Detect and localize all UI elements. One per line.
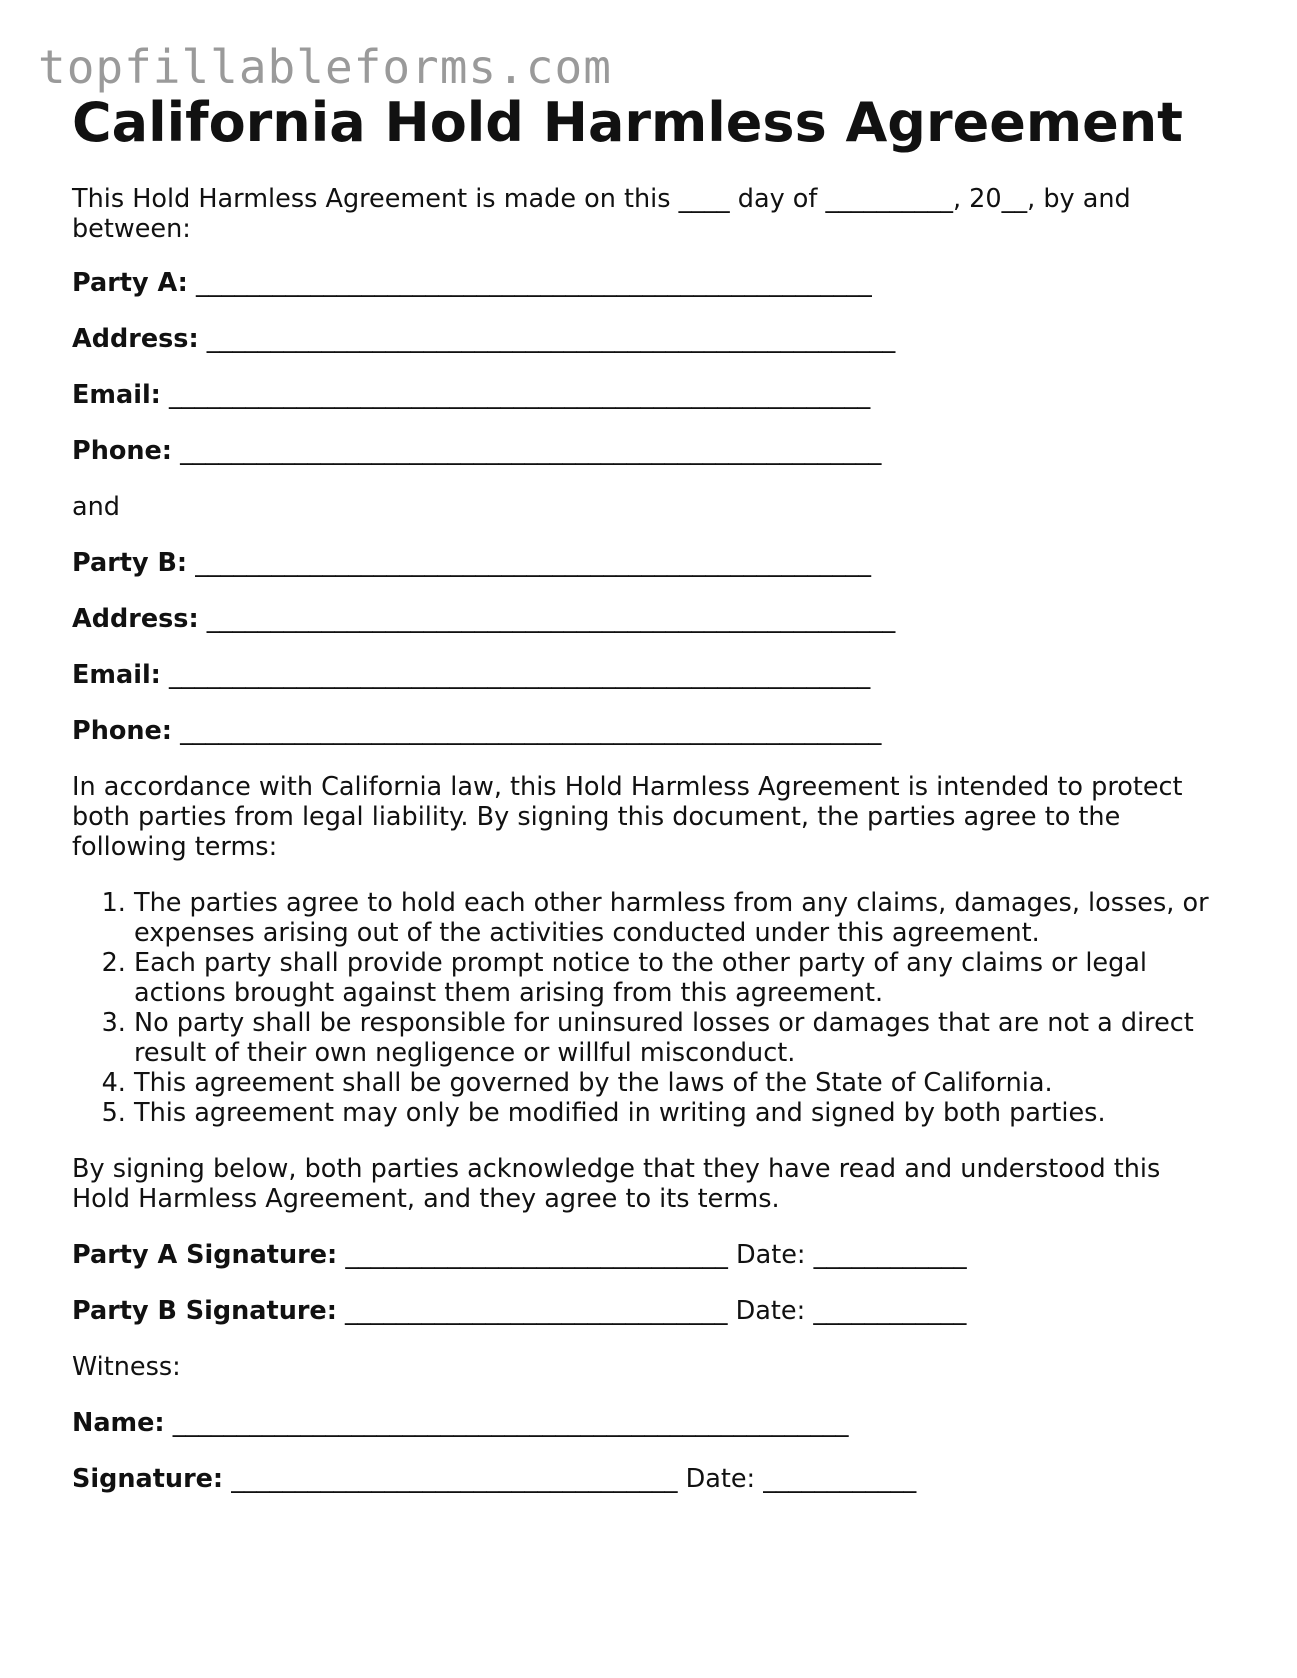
party-b-email-row[interactable] [72,660,1222,690]
party-b-date-field[interactable]: ____________ [813,1296,967,1326]
party-a-signature-field[interactable]: ______________________________ [345,1240,728,1270]
witness-signature-row[interactable] [72,1464,1222,1494]
party-b-phone-field[interactable]: _______________________________________________________ [180,716,882,746]
witness-date-field[interactable]: ____________ [763,1464,917,1494]
party-a-email-row[interactable] [72,380,1222,410]
witness-signature-field[interactable]: ___________________________________ [231,1464,678,1494]
party-a-address-label: Address: [72,324,199,354]
party-b-address-field[interactable]: ______________________________________________________ [206,604,896,634]
party-a-signature-label: Party A Signature: [72,1240,338,1270]
witness-name-row[interactable] [72,1408,1222,1438]
party-a-phone-label: Phone: [72,436,173,466]
party-b-phone-row[interactable] [72,716,1222,746]
term-item: 1. The parties agree to hold each other harmless from any claims, damages, losses, or expenses arising out of the activities conducted under this agreement. [134,888,1222,948]
party-b-phone-label: Phone: [72,716,173,746]
party-b-signature-label: Party B Signature: [72,1296,337,1326]
party-b-email-label: Email: [72,660,161,690]
document-title: California Hold Harmless Agreement [72,91,1183,154]
party-a-date-label: Date: [735,1240,806,1270]
party-a-phone-field[interactable]: _______________________________________________________ [180,436,882,466]
party-a-phone-row[interactable] [72,436,1222,466]
party-a-name-row[interactable] [72,268,1222,298]
party-b-name-row[interactable] [72,548,1222,578]
party-b-name-field[interactable]: _____________________________________________________ [195,548,871,578]
term-item: 3. No party shall be responsible for uninsured losses or damages that are not a direct result of their own negligence or willful misconduct. [134,1008,1222,1068]
party-b-name-label: Party B: [72,548,188,578]
party-a-name-field[interactable]: _____________________________________________________ [196,268,872,298]
party-b-address-label: Address: [72,604,199,634]
party-a-date-field[interactable]: ____________ [813,1240,967,1270]
acknowledgement-paragraph: By signing below, both parties acknowledge that they have read and understood this Hold Harmless Agreement, and they agree to its terms. [72,1154,1161,1214]
party-a-signature-row[interactable] [72,1240,1222,1270]
term-item: 5. This agreement may only be modified in writing and signed by both parties. [134,1098,1222,1128]
party-b-signature-row[interactable] [72,1296,1222,1326]
party-b-signature-field[interactable]: ______________________________ [345,1296,728,1326]
term-item: 2. Each party shall provide prompt notice to the other party of any claims or legal actions brought against them arising from this agreement. [134,948,1222,1008]
intro-paragraph: This Hold Harmless Agreement is made on this ____ day of __________, 20__, by and between: [72,184,1131,244]
and-text: and [72,492,120,522]
watermark: topfillableforms.com [38,40,612,94]
party-a-email-label: Email: [72,380,161,410]
term-item: 4. This agreement shall be governed by the laws of the State of California. [134,1068,1222,1098]
law-paragraph: In accordance with California law, this Hold Harmless Agreement is intended to protect both parties from legal liability. By signing this document, the parties agree to the following terms: [72,772,1183,862]
witness-heading: Witness: [72,1352,181,1382]
party-a-address-row[interactable] [72,324,1222,354]
party-b-date-label: Date: [735,1296,806,1326]
party-a-name-label: Party A: [72,268,188,298]
party-b-address-row[interactable] [72,604,1222,634]
witness-name-label: Name: [72,1408,165,1438]
party-a-email-field[interactable]: _______________________________________________________ [169,380,871,410]
witness-name-field[interactable]: _____________________________________________________ [172,1408,849,1438]
party-b-email-field[interactable]: _______________________________________________________ [169,660,871,690]
terms-list [72,888,1222,1128]
party-a-address-field[interactable]: ______________________________________________________ [206,324,896,354]
witness-date-label: Date: [685,1464,756,1494]
witness-signature-label: Signature: [72,1464,224,1494]
document-body [72,90,1222,1494]
